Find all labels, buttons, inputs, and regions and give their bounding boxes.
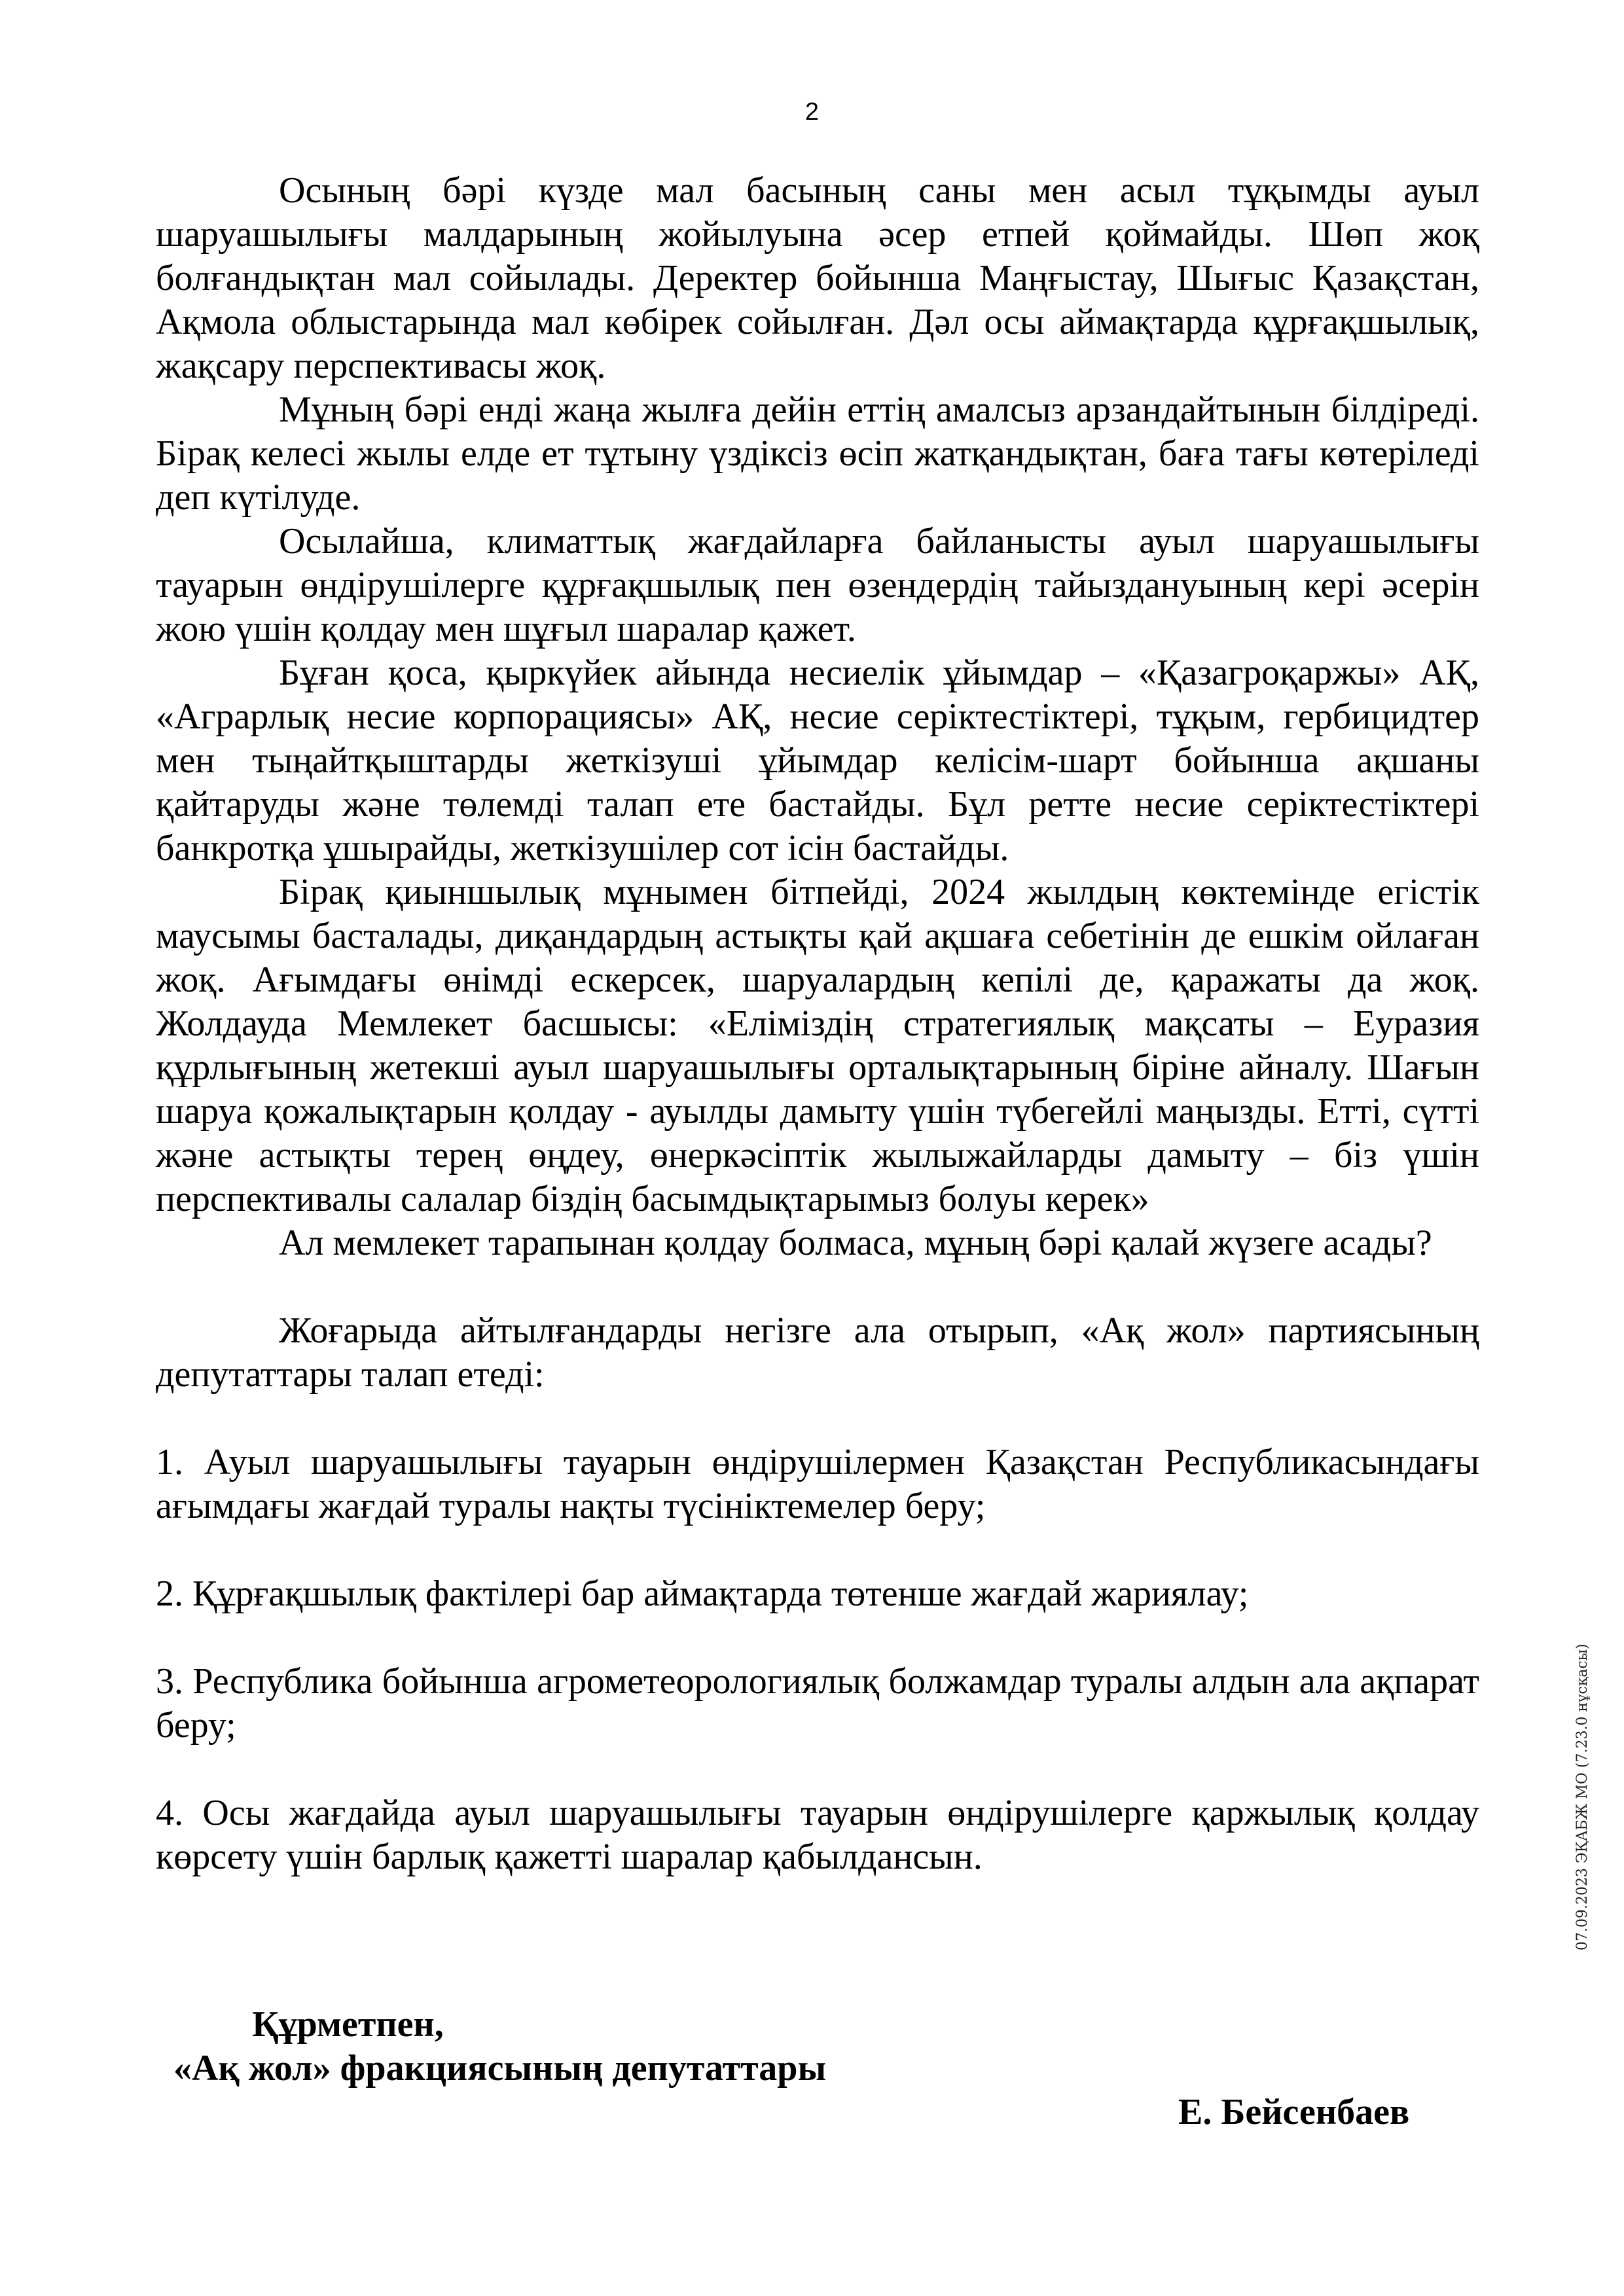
page-number: 2 [804, 98, 820, 126]
paragraph-meat-prices: Мұның бәрі енді жаңа жылға дейін еттің амалсыз арзандайтынын білдіреді. Бірақ келесі жылы елде ет тұтыну үздіксіз өсіп жатқандықтан, баға тағы көтеріледі деп күтілуде. [156, 389, 1479, 518]
signer-name: Е. Бейсенбаев [1178, 2092, 1410, 2132]
side-stamp: 07.09.2023 ЭҚАБЖ МО (7.23.0 нұсқасы) [1574, 1643, 1591, 1950]
paragraph-question: Ал мемлекет тарапынан қолдау болмаса, мұның бәрі қалай жүзеге асады? [279, 1223, 1432, 1263]
paragraph-sowing-season: Бірақ қиыншылық мұнымен бітпейді, 2024 жылдың көктемінде егістік маусымы басталады, диқандардың астықты қай ақшаға себетінін де ешкім ойлаған жоқ. Ағымдағы өнімді ескерсек, шаруалардың кепілі де, қаражаты да жоқ. Жолдауда Мемлекет басшысы: «Еліміздің стратегиялық мақсаты – Еуразия құрлығының жетекші ауыл шаруашылығы орталықтарының біріне айналу. Шағын шаруа қожалықтарын қолдау - ауылды дамыту үшін түбегейлі маңызды. Етті, сүтті және астықты терең өңдеу, өнеркәсіптік жылыжайларды дамыту – біз үшін перспективалы салалар біздің басымдықтарымыз болуы керек» [156, 872, 1479, 1219]
paragraph-support-measures: Осылайша, климаттық жағдайларға байланысты ауыл шаруашылығы тауарын өндірушілерге құрғақшылық пен өзендердің тайыздануының кері әсерін жою үшін қолдау мен шұғыл шаралар қажет. [156, 521, 1479, 649]
spacer [156, 1397, 1479, 1441]
closing-regards: Құрметпен, [252, 2004, 444, 2045]
demand-item-2: 2. Құрғақшылық фактілері бар аймақтарда төтенше жағдай жариялау; [156, 1573, 1249, 1614]
paragraph-livestock: Осының бәрі күзде мал басының саны мен асыл тұқымды ауыл шаруашылығы малдарының жойылуына әсер етпей қоймайды. Шөп жоқ болғандықтан мал сойылады. Деректер бойынша Маңғыстау, Шығыс Қазақстан, Ақмола облыстарында мал көбірек сойылған. Дәл осы аймақтарда құрғақшылық, жақсару перспективасы жоқ. [156, 170, 1479, 386]
spacer [156, 1528, 1479, 1572]
spacer [156, 1748, 1479, 1791]
paragraph-credit-organizations: Бұған қоса, қыркүйек айында несиелік ұйымдар – «Қазагроқаржы» АҚ, «Аграрлық несие корпорациясы» АҚ, несие серіктестіктері, тұқым, гербицидтер мен тыңайтқыштарды жеткізуші ұйымдар келісім-шарт бойынша ақшаны қайтаруды және төлемді талап ете бастайды. Бұл ретте несие серіктестіктері банкротқа ұшырайды, жеткізушілер сот ісін бастайды. [156, 653, 1479, 869]
closing-faction: «Ақ жол» фракциясының депутаттары [173, 2048, 827, 2089]
demand-item-4: 4. Осы жағдайда ауыл шаруашылығы тауарын өндірушілерге қаржылық қолдау көрсету үшін барлық қажетті шаралар қабылдансын. [156, 1793, 1479, 1877]
spacer [156, 1616, 1479, 1660]
demand-item-1: 1. Ауыл шаруашылығы тауарын өндірушілермен Қазақстан Республикасындағы ағымдағы жағдай туралы нақты түсініктемелер беру; [156, 1442, 1479, 1526]
document-body [156, 169, 1479, 1879]
demand-item-3: 3. Республика бойынша агрометеорологиялық болжамдар туралы алдын ала ақпарат беру; [156, 1661, 1479, 1746]
spacer [156, 1265, 1479, 1309]
paragraph-demand-intro: Жоғарыда айтылғандарды негізге ала отырып, «Ақ жол» партиясының депутаттары талап етеді: [156, 1310, 1479, 1395]
